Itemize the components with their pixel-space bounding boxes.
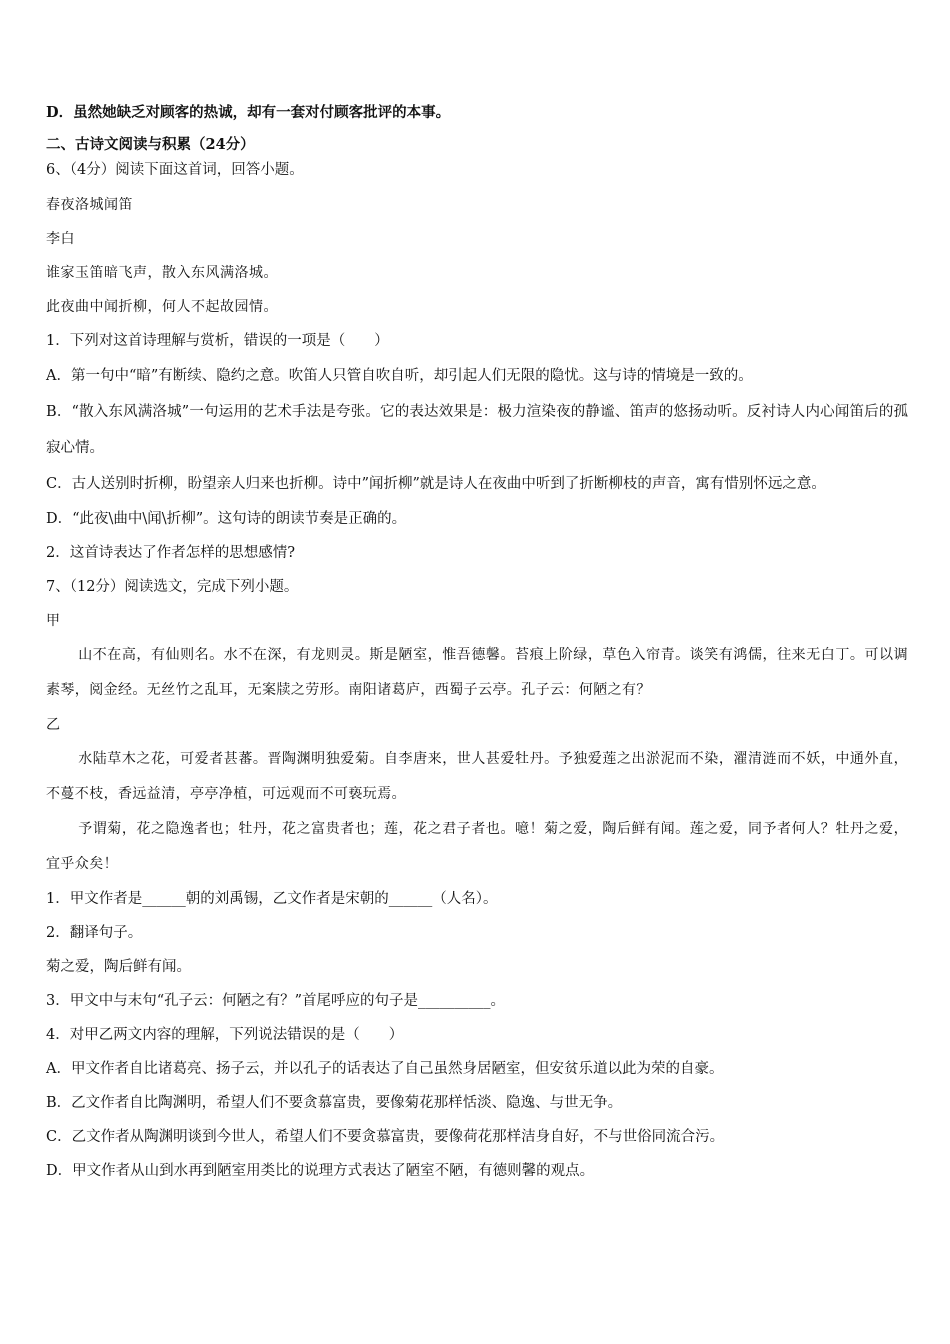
poem-line-2: 此夜曲中闻折柳，何人不起故园情。 xyxy=(46,299,278,315)
q7-option-b: B．乙文作者自比陶渊明，希望人们不要贪慕富贵，要像菊花那样恬淡、隐逸、与世无争。 xyxy=(46,1095,623,1111)
q6-sub2: 2．这首诗表达了作者怎样的思想感情? xyxy=(46,545,295,561)
q7-sub4: 4．对甲乙两文内容的理解，下列说法错误的是（ ） xyxy=(46,1027,404,1043)
q7-option-a: A．甲文作者自比诸葛亮、扬子云，并以孔子的话表达了自己虽然身居陋室，但安贫乐道以此为荣的自豪。 xyxy=(46,1061,724,1077)
document-page xyxy=(46,98,908,1188)
q6-option-d: D．“此夜\曲中\闻\折柳”。这句诗的朗读节奏是正确的。 xyxy=(46,511,407,527)
q6-sub1: 1．下列对这首诗理解与赏析，错误的一项是（ ） xyxy=(46,333,389,349)
q6-stem: 6、（4分）阅读下面这首词，回答小题。 xyxy=(46,162,304,178)
text-jia: 山不在高，有仙则名。水不在深，有龙则灵。斯是陋室，惟吾德馨。苔痕上阶绿，草色入帘青。谈笑有鸿儒，往来无白丁。可以调素琴，阅金经。无丝竹之乱耳，无案牍之劳形。南阳诸葛庐，西蜀子云亭。孔子云：何陋之有？ xyxy=(46,647,908,698)
q7-sub2: 2．翻译句子。 xyxy=(46,925,143,941)
text-yi-paragraph-2: 予谓菊，花之隐逸者也；牡丹，花之富贵者也；莲，花之君子者也。噫！菊之爱，陶后鲜有闻。莲之爱，同予者何人？牡丹之爱，宜乎众矣！ xyxy=(46,821,908,872)
section-title: 二、古诗文阅读与积累（24分） xyxy=(46,136,255,153)
label-jia: 甲 xyxy=(46,613,61,629)
q6-option-b: B．“散入东风满洛城”一句运用的艺术手法是夸张。它的表达效果是：极力渲染夜的静谧、笛声的悠扬动听。反衬诗人内心闻笛后的孤寂心情。 xyxy=(46,404,908,456)
poem-author: 李白 xyxy=(46,231,75,247)
q7-option-d: D．甲文作者从山到水再到陋室用类比的说理方式表达了陋室不陋，有德则馨的观点。 xyxy=(46,1163,595,1179)
q7-sub1: 1．甲文作者是______朝的刘禹锡，乙文作者是宋朝的______（人名）。 xyxy=(46,891,498,907)
q6-option-a: A．第一句中“暗”有断续、隐约之意。吹笛人只管自吹自听，却引起人们无限的隐忧。这与诗的情境是一致的。 xyxy=(46,368,753,384)
poem-line-1: 谁家玉笛暗飞声，散入东风满洛城。 xyxy=(46,265,278,281)
prev-option-d: D．虽然她缺乏对顾客的热诚，却有一套对付顾客批评的本事。 xyxy=(46,104,451,121)
q6-option-c: C．古人送别时折柳，盼望亲人归来也折柳。诗中”闻折柳”就是诗人在夜曲中听到了折断柳枝的声音，寓有惜别怀远之意。 xyxy=(46,476,826,492)
poem-title: 春夜洛城闻笛 xyxy=(46,197,133,213)
label-yi: 乙 xyxy=(46,717,61,733)
text-yi-paragraph-1: 水陆草木之花，可爱者甚蕃。晋陶渊明独爱菊。自李唐来，世人甚爱牡丹。予独爱莲之出淤泥而不染，濯清涟而不妖，中通外直，不蔓不枝，香远益清，亭亭净植，可远观而不可亵玩焉。 xyxy=(46,751,908,802)
q7-sub3: 3．甲文中与末句“孔子云：何陋之有？”首尾呼应的句子是__________。 xyxy=(46,993,506,1009)
q7-stem: 7、（12分）阅读选文，完成下列小题。 xyxy=(46,579,299,595)
q7-sub2-sentence: 菊之爱，陶后鲜有闻。 xyxy=(46,959,191,975)
q7-option-c: C．乙文作者从陶渊明谈到今世人，希望人们不要贪慕富贵，要像荷花那样洁身自好，不与世俗同流合污。 xyxy=(46,1129,725,1145)
